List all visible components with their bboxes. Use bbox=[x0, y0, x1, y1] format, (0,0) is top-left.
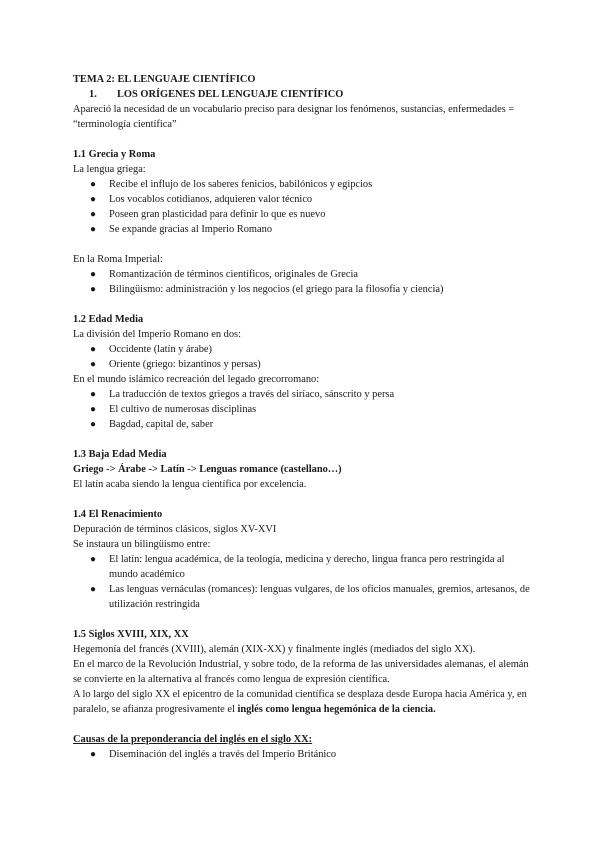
paragraph: A lo largo del siglo XX el epicentro de la comunidad científica se desplaza desde Europa hacia América y, en paralelo, se afianza progresivamente el inglés como lengua hegemónica de la ciencia. bbox=[73, 689, 527, 715]
paragraph: Hegemonía del francés (XVIII), alemán (XIX-XX) y finalmente inglés (mediados del siglo XX). bbox=[73, 644, 476, 655]
list-item: ● Se expande gracias al Imperio Romano bbox=[90, 224, 273, 235]
list-item: ● Poseen gran plasticidad para definir lo que es nuevo bbox=[90, 209, 326, 220]
list-item: ● Romantización de términos científicos, originales de Grecia bbox=[90, 269, 358, 280]
bullet-list bbox=[73, 342, 533, 372]
heading-baja-edad-media: 1.3 Baja Edad Media bbox=[73, 449, 167, 460]
document-body bbox=[73, 72, 533, 762]
bullet-icon: ● bbox=[90, 419, 97, 430]
heading-siglos: 1.5 Siglos XVIII, XIX, XX bbox=[73, 629, 189, 640]
paragraph: El latín acaba siendo la lengua científica por excelencia. bbox=[73, 479, 307, 490]
bullet-list bbox=[73, 177, 533, 237]
list-item: ● El latín: lengua académica, de la teología, medicina y derecho, lingua franca pero restringida al mundo académico bbox=[90, 554, 505, 580]
section-title-text: LOS ORÍGENES DEL LENGUAJE CIENTÍFICO bbox=[117, 89, 344, 100]
bullet-icon: ● bbox=[90, 179, 97, 190]
bullet-icon: ● bbox=[90, 194, 97, 205]
bullet-icon: ● bbox=[90, 389, 97, 400]
bullet-icon: ● bbox=[90, 584, 97, 595]
emphasis: inglés como lengua hegemónica de la ciencia. bbox=[237, 704, 436, 715]
heading-causas: Causas de la preponderancia del inglés en el siglo XX: bbox=[73, 734, 313, 745]
list-item: ● Las lenguas vernáculas (romances): lenguas vulgares, de los oficios manuales, gremios, artesanos, de utilización restringida bbox=[90, 584, 530, 610]
section-number: 1. bbox=[89, 89, 97, 100]
paragraph: Depuración de términos clásicos, siglos XV-XVI bbox=[73, 524, 277, 535]
list-item: ● Recibe el influjo de los saberes fenicios, babilónicos y egipcios bbox=[90, 179, 373, 190]
section-title bbox=[73, 87, 533, 102]
bullet-icon: ● bbox=[90, 284, 97, 295]
list-item: ● Occidente (latín y árabe) bbox=[90, 344, 212, 355]
list-item: ● Bilingüismo: administración y los negocios (el griego para la filosofía y ciencia) bbox=[90, 284, 444, 295]
list-item: ● Oriente (griego: bizantinos y persas) bbox=[90, 359, 261, 370]
paragraph: Se instaura un bilingüismo entre: bbox=[73, 539, 211, 550]
heading-edad-media: 1.2 Edad Media bbox=[73, 314, 144, 325]
heading-renacimiento: 1.4 El Renacimiento bbox=[73, 509, 163, 520]
bullet-icon: ● bbox=[90, 344, 97, 355]
bullet-list bbox=[73, 552, 533, 612]
bullet-icon: ● bbox=[90, 209, 97, 220]
bullet-list bbox=[73, 267, 533, 297]
list-item: ● Bagdad, capital de, saber bbox=[90, 419, 214, 430]
bullet-icon: ● bbox=[90, 269, 97, 280]
bullet-icon: ● bbox=[90, 359, 97, 370]
list-item: ● Los vocablos cotidianos, adquieren valor técnico bbox=[90, 194, 313, 205]
bullet-list bbox=[73, 747, 533, 762]
paragraph: En el marco de la Revolución Industrial, y sobre todo, de la reforma de las universidades alemanas, el alemán se convierte en la alternativa al francés como lengua de expresión científica. bbox=[73, 659, 529, 685]
bullet-icon: ● bbox=[90, 404, 97, 415]
bullet-icon: ● bbox=[90, 749, 97, 760]
language-chain: Griego -> Árabe -> Latín -> Lenguas romance (castellano…) bbox=[73, 464, 342, 475]
paragraph: La división del Imperio Romano en dos: bbox=[73, 329, 241, 340]
bullet-list bbox=[73, 387, 533, 432]
intro-paragraph: Apareció la necesidad de un vocabulario preciso para designar los fenómenos, sustancias, enfermedades = “terminología científica” bbox=[73, 104, 515, 130]
paragraph: En la Roma Imperial: bbox=[73, 254, 163, 265]
list-item: ● Diseminación del inglés a través del Imperio Británico bbox=[90, 749, 337, 760]
bullet-icon: ● bbox=[90, 224, 97, 235]
page-title: TEMA 2: EL LENGUAJE CIENTÍFICO bbox=[73, 74, 256, 85]
list-item: ● La traducción de textos griegos a través del siríaco, sánscrito y persa bbox=[90, 389, 395, 400]
paragraph: En el mundo islámico recreación del legado grecorromano: bbox=[73, 374, 320, 385]
bullet-icon: ● bbox=[90, 554, 97, 565]
list-item: ● El cultivo de numerosas disciplinas bbox=[90, 404, 257, 415]
heading-grecia-roma: 1.1 Grecia y Roma bbox=[73, 149, 156, 160]
paragraph: La lengua griega: bbox=[73, 164, 146, 175]
